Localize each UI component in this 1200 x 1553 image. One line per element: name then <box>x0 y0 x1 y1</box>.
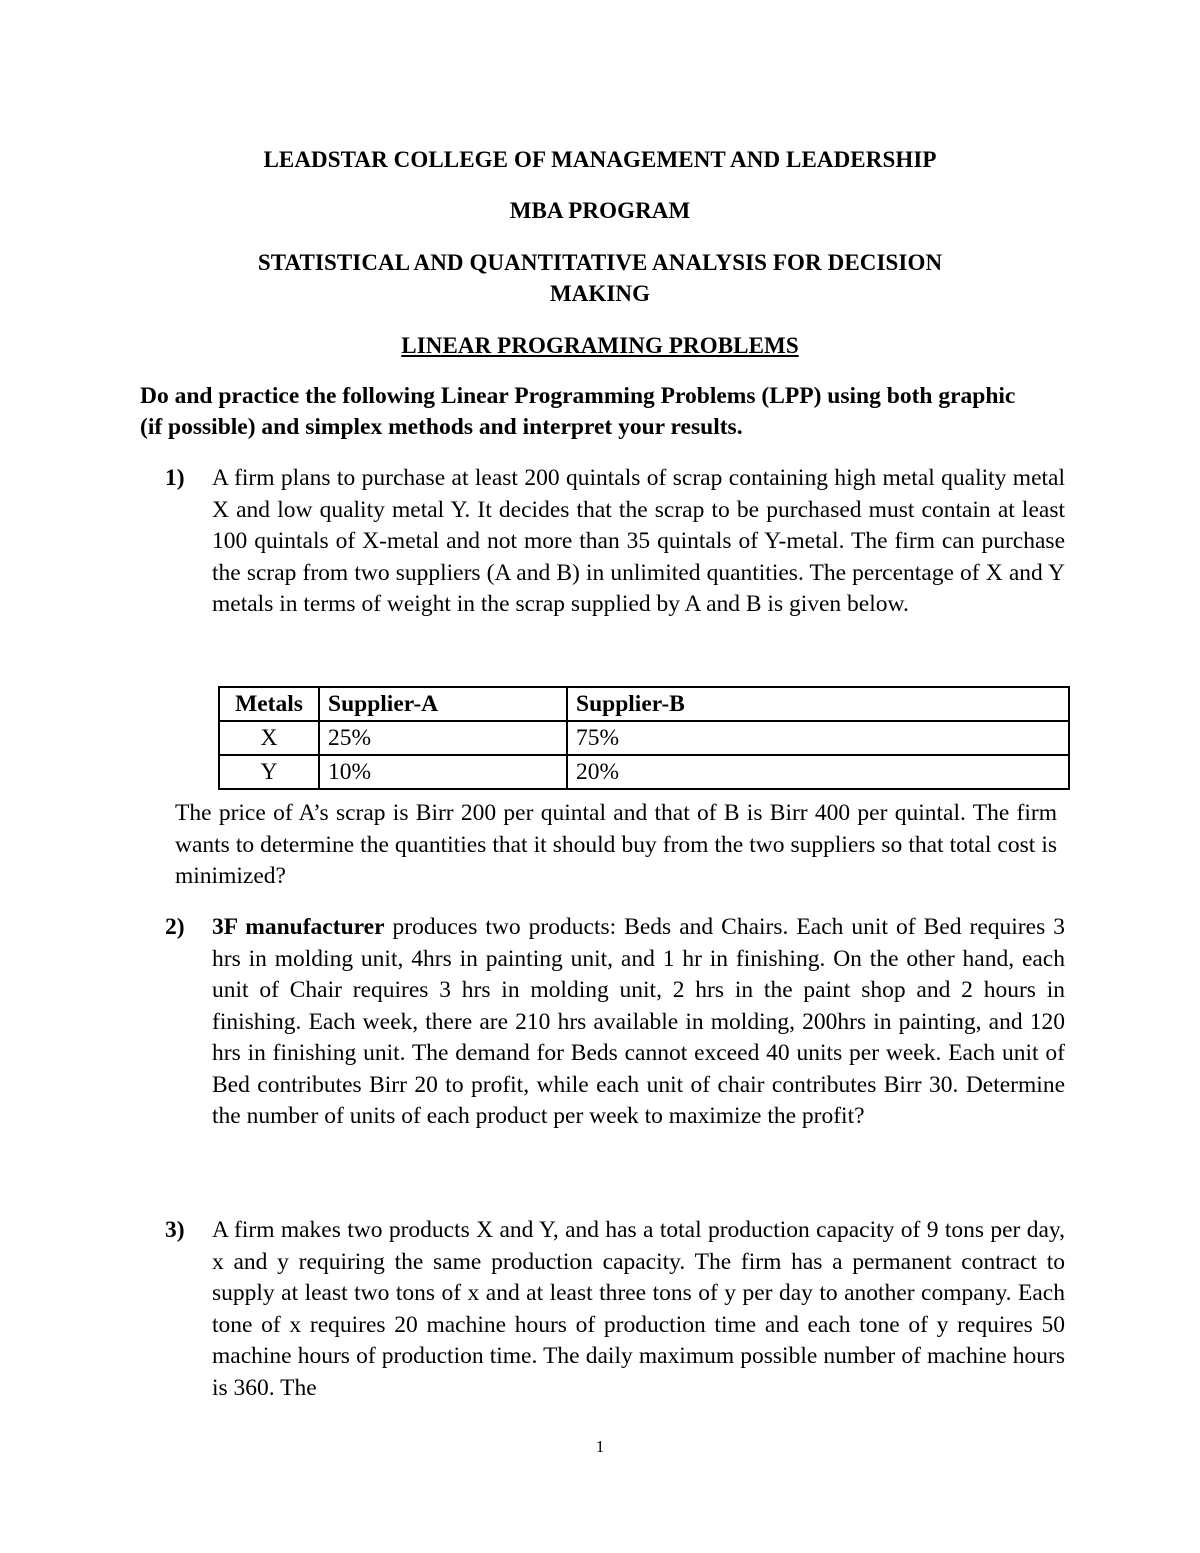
table-header-cell: Metals <box>219 687 319 721</box>
table-cell: 10% <box>319 755 567 789</box>
problem-text: A firm plans to purchase at least 200 quintals of scrap containing high metal quality metal X and low quality metal Y. It decides that the scrap to be purchased must contain at least 100 quintals of X-metal and not more than 35 quintals of Y-metal. The firm can purchase the scrap from two suppliers (A and B) in unlimited quantities. The percentage of X and Y metals in terms of weight in the scrap supplied by A and B is given below. <box>212 465 1065 617</box>
metals-table <box>218 686 1070 790</box>
problem-text: A firm makes two products X and Y, and has a total production capacity of 9 tons per day, x and y requiring the same production capacity. The firm has a permanent contract to supply at least two tons of x and at least three tons of y per day to another company. Each tone of x requires 20 machine hours of production time and each tone of y requires 50 machine hours of production time. The daily maximum possible number of machine hours is 360. The <box>212 1217 1065 1401</box>
table-cell: 75% <box>567 721 1069 755</box>
problem-text: 3F manufacturer produces two products: Beds and Chairs. Each unit of Bed requires 3 hrs in molding unit, 4hrs in painting unit, and 1 hr in finishing. On the other hand, each unit of Chair requires 3 hrs in molding unit, 2 hrs in the paint shop and 2 hours in finishing. Each week, there are 210 hrs available in molding, 200hrs in painting, and 120 hrs in finishing unit. The demand for Beds cannot exceed 40 units per week. Each unit of Bed contributes Birr 20 to profit, while each unit of chair contributes Birr 30. Determine the number of units of each product per week to maximize the profit? <box>212 914 1065 1129</box>
problem-2 <box>165 912 1065 1133</box>
table-row <box>219 721 1069 755</box>
table-row <box>219 755 1069 789</box>
course-title-line-2: MAKING <box>549 281 651 306</box>
topic-title: LINEAR PROGRAMING PROBLEMS <box>401 333 799 358</box>
problem-3 <box>165 1215 1065 1404</box>
table-cell: 20% <box>567 755 1069 789</box>
table-header-cell: Supplier-A <box>319 687 567 721</box>
course-title-line-1: STATISTICAL AND QUANTITATIVE ANALYSIS FOR DECISION <box>257 250 943 275</box>
problem-number: 1) <box>165 465 185 491</box>
problem-1-continuation: The price of A’s scrap is Birr 200 per quintal and that of B is Birr 400 per quintal. The firm wants to determine the quantities that it should buy from the two suppliers so that total cost is minimized? <box>175 800 1057 889</box>
table-cell: X <box>219 721 319 755</box>
college-title: LEADSTAR COLLEGE OF MANAGEMENT AND LEADERSHIP <box>263 147 937 172</box>
problem-1 <box>165 463 1065 621</box>
problem-number: 2) <box>165 914 185 940</box>
page-number: 1 <box>595 1437 605 1456</box>
table-header-row <box>219 687 1069 721</box>
instructions: Do and practice the following Linear Programming Problems (LPP) using both graphic (if possible) and simplex methods and interpret your results. <box>140 383 1016 440</box>
company-name: 3F manufacturer <box>212 914 385 940</box>
table-cell: 25% <box>319 721 567 755</box>
table-cell: Y <box>219 755 319 789</box>
table-header-cell: Supplier-B <box>567 687 1069 721</box>
problem-number: 3) <box>165 1217 185 1243</box>
program-title: MBA PROGRAM <box>509 198 691 223</box>
